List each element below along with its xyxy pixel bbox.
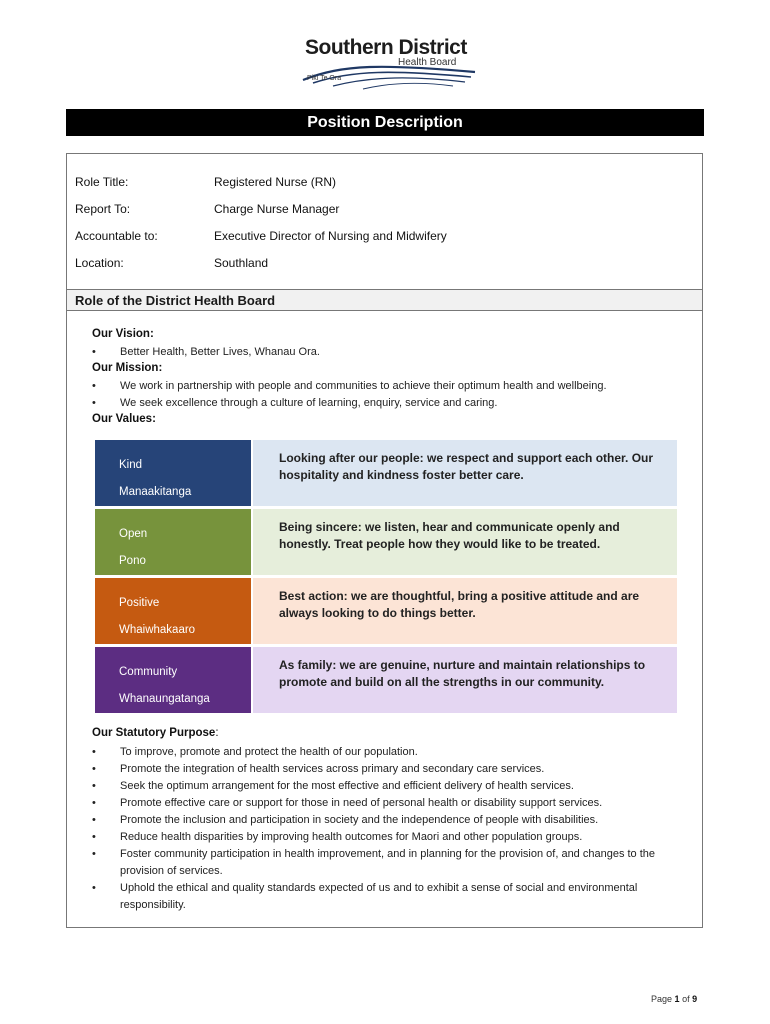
accountable-to-value: Executive Director of Nursing and Midwifery	[214, 229, 447, 243]
value-row-positive	[95, 578, 677, 644]
value-description: Being sincere: we listen, hear and communicate openly and honestly. Treat people how they would like to be treated.	[253, 509, 677, 575]
value-row-open	[95, 509, 677, 575]
list-item: • Foster community participation in health improvement, and in planning for the provision of, and changes to the provision of services.	[92, 848, 656, 877]
value-name: Positive	[119, 597, 160, 609]
list-item: • To improve, promote and protect the health of our population.	[92, 746, 418, 758]
list-item: • Promote the integration of health services across primary and secondary care services.	[92, 763, 545, 775]
vision-heading: Our Vision:	[92, 328, 154, 340]
logo	[293, 36, 478, 96]
statutory-heading: Our Statutory Purpose:	[92, 727, 219, 739]
report-to-label: Report To:	[75, 202, 131, 216]
list-item: • Better Health, Better Lives, Whanau Ora.	[92, 346, 320, 358]
report-to-value: Charge Nurse Manager	[214, 202, 340, 216]
value-maori-name: Manaakitanga	[119, 486, 192, 498]
value-row-kind	[95, 440, 677, 506]
value-maori-name: Whaiwhakaaro	[119, 624, 196, 636]
document-title: Position Description	[66, 109, 704, 136]
value-maori-name: Whanaungatanga	[119, 693, 210, 705]
vision-list	[92, 344, 692, 361]
list-item: • Promote the inclusion and participation in society and the independence of people with disabilities.	[92, 814, 599, 826]
page-number: Page 1 of 9	[651, 994, 698, 1004]
value-name: Open	[119, 528, 148, 540]
value-name-cell	[95, 440, 251, 506]
statutory-list	[92, 744, 692, 914]
value-description: Looking after our people: we respect and support each other. Our hospitality and kindness foster better care.	[253, 440, 677, 506]
logo-tagline: Piki Te Ora	[307, 75, 342, 82]
logo-subtitle: Health Board	[398, 57, 457, 68]
list-item: • Promote effective care or support for those in need of personal health or disability support services.	[92, 797, 603, 809]
section-heading: Role of the District Health Board	[67, 289, 702, 311]
value-name: Community	[119, 666, 178, 678]
value-description: Best action: we are thoughtful, bring a positive attitude and are always looking to do things better.	[253, 578, 677, 644]
value-maori-name: Pono	[119, 555, 146, 567]
list-item: • Uphold the ethical and quality standards expected of us and to exhibit a sense of social and environmental responsibility.	[92, 882, 638, 911]
value-row-community	[95, 647, 677, 713]
location-label: Location:	[75, 256, 124, 270]
mission-list	[92, 378, 692, 412]
logo-title: Southern District	[305, 36, 467, 59]
role-title-label: Role Title:	[75, 175, 129, 189]
value-name-cell	[95, 578, 251, 644]
list-item: • We seek excellence through a culture of learning, enquiry, service and caring.	[92, 397, 498, 409]
value-name: Kind	[119, 459, 143, 471]
list-item: • Reduce health disparities by improving health outcomes for Maori and other population groups.	[92, 831, 583, 843]
list-item: • Seek the optimum arrangement for the most effective and efficient delivery of health services.	[92, 780, 574, 792]
accountable-to-label: Accountable to:	[75, 229, 158, 243]
value-name-cell	[95, 647, 251, 713]
value-name-cell	[95, 509, 251, 575]
mission-heading: Our Mission:	[92, 362, 163, 374]
list-item: • We work in partnership with people and communities to achieve their optimum health and wellbeing.	[92, 380, 607, 392]
role-title-value: Registered Nurse (RN)	[214, 175, 337, 189]
position-description-box	[66, 153, 703, 928]
value-description: As family: we are genuine, nurture and maintain relationships to promote and build on all the strengths in our community.	[253, 647, 677, 713]
values-heading: Our Values:	[92, 413, 156, 425]
location-value: Southland	[214, 256, 269, 270]
